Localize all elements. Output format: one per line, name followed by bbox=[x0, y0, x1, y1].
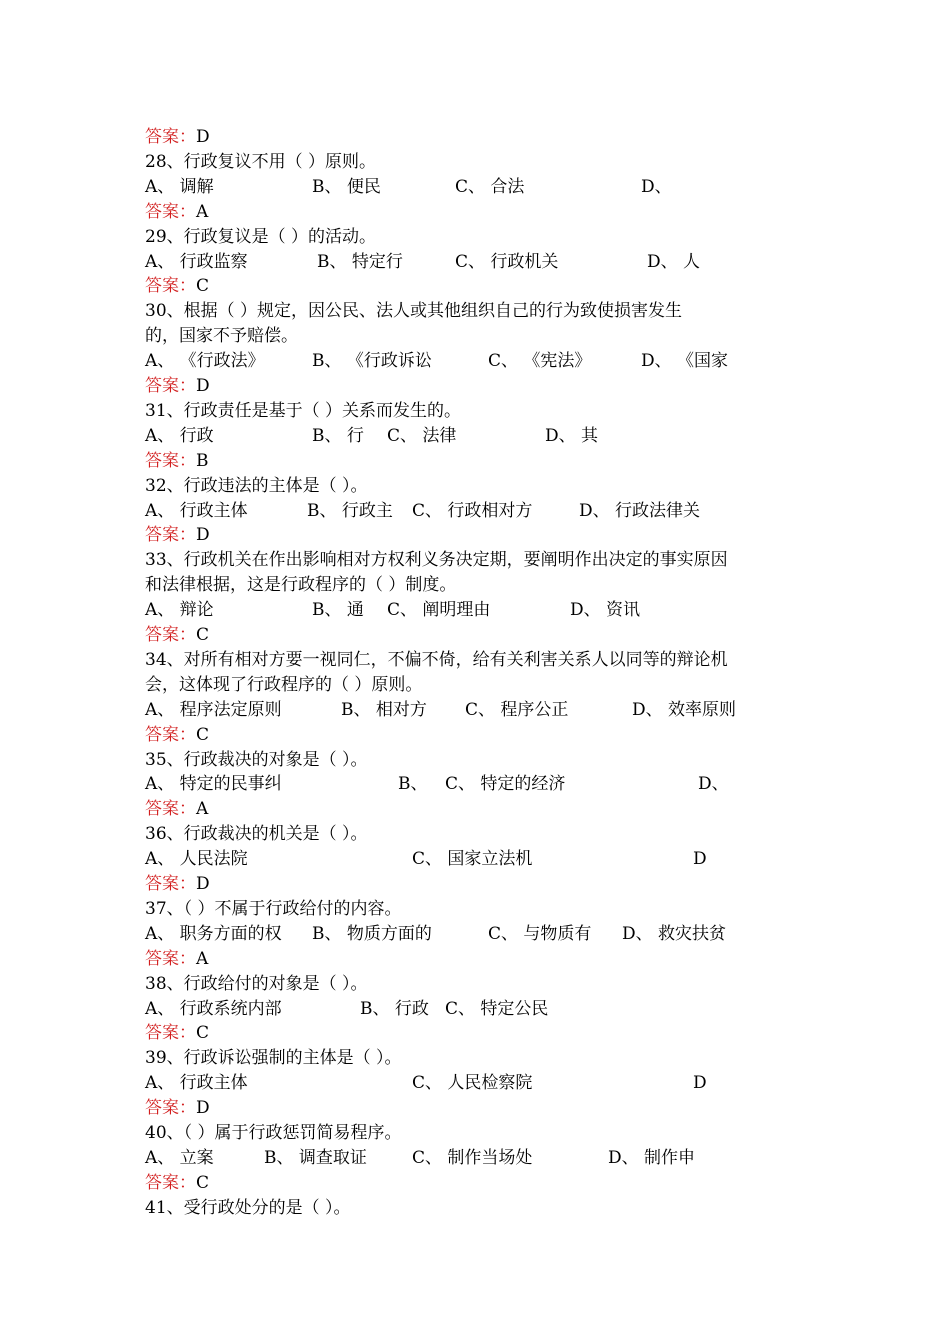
options-line bbox=[145, 176, 785, 198]
option-item: C、 特定公民 bbox=[445, 998, 549, 1019]
option-item: B、 物质方面的 bbox=[312, 923, 432, 944]
answer-label: 答案： bbox=[145, 724, 196, 745]
options-line bbox=[145, 350, 785, 372]
option-item: A、 《行政法》 bbox=[145, 351, 265, 372]
option-item: B、 行政 bbox=[360, 998, 429, 1019]
question-text: 39、行政诉讼强制的主体是（ ）。 bbox=[145, 1048, 402, 1069]
answer-label: 答案： bbox=[145, 625, 196, 645]
option-item: B、 相对方 bbox=[341, 699, 427, 720]
question-text: 34、对所有相对方要一视同仁，不偏不倚，给有关利害关系人以同等的辩论机 bbox=[145, 649, 728, 670]
answer-value: A bbox=[196, 201, 209, 222]
options-line bbox=[145, 1072, 785, 1094]
question-text: 35、行政裁决的对象是（ ）。 bbox=[145, 749, 368, 770]
answer-line bbox=[145, 524, 210, 546]
question-text: 36、行政裁决的机关是（ ）。 bbox=[145, 824, 368, 845]
option-item: A、 程序法定原则 bbox=[145, 699, 282, 720]
option-item: D、 资讯 bbox=[570, 600, 641, 621]
option-item: C、 与物质有 bbox=[488, 923, 592, 944]
options-line bbox=[145, 773, 785, 795]
option-item: C、 国家立法机 bbox=[412, 849, 533, 870]
option-item: C、 阐明理由 bbox=[387, 600, 491, 621]
answer-value: D bbox=[196, 376, 210, 396]
answer-label: 答案： bbox=[145, 874, 196, 894]
option-item: A、 行政主体 bbox=[145, 1073, 248, 1094]
question-text: 31、行政责任是基于（ ）关系而发生的。 bbox=[145, 400, 462, 421]
question-text: 会，这体现了行政程序的（ ）原则。 bbox=[145, 674, 423, 695]
answer-line bbox=[145, 201, 208, 223]
option-item: D、 其 bbox=[545, 425, 599, 446]
option-item: C、 特定的经济 bbox=[445, 774, 566, 795]
answer-label: 答案： bbox=[145, 1172, 196, 1193]
option-item: C、 合法 bbox=[455, 176, 525, 197]
options-line bbox=[145, 425, 785, 447]
option-item: C、 法律 bbox=[387, 425, 457, 446]
option-item: C、 制作当场处 bbox=[412, 1147, 533, 1168]
answer-label: 答案： bbox=[145, 127, 196, 147]
option-item: D、 行政法律关 bbox=[579, 500, 701, 521]
answer-value: C bbox=[196, 724, 210, 745]
option-item: B、 行 bbox=[312, 425, 364, 446]
options-line bbox=[145, 848, 785, 870]
answer-label: 答案： bbox=[145, 1023, 196, 1044]
answer-label: 答案： bbox=[145, 450, 196, 471]
answer-label: 答案： bbox=[145, 799, 196, 820]
answer-value: D bbox=[196, 1098, 210, 1119]
option-item: D、 bbox=[641, 176, 672, 197]
question-text: 41、受行政处分的是（ ）。 bbox=[145, 1197, 351, 1218]
option-item: B、 通 bbox=[312, 600, 364, 621]
option-item: C、 人民检察院 bbox=[412, 1073, 533, 1094]
option-item: A、 行政主体 bbox=[145, 500, 248, 521]
option-item: A、 立案 bbox=[145, 1147, 214, 1168]
question-text: 40、（ ）属于行政惩罚简易程序。 bbox=[145, 1123, 402, 1143]
option-item: D bbox=[693, 1073, 707, 1094]
question-text: 30、根据（ ）规定，因公民、法人或其他组织自己的行为致使损害发生 bbox=[145, 301, 683, 322]
option-item: B、 《行政诉讼 bbox=[312, 351, 432, 372]
options-line bbox=[145, 500, 785, 522]
answer-value: A bbox=[196, 799, 209, 820]
option-item: D、 人 bbox=[647, 251, 701, 272]
answer-value: D bbox=[196, 874, 210, 894]
options-line bbox=[145, 599, 785, 621]
answer-value: C bbox=[196, 1172, 210, 1193]
option-item: A、 人民法院 bbox=[145, 849, 248, 870]
answer-line bbox=[145, 1172, 209, 1194]
options-line bbox=[145, 998, 785, 1020]
answer-label: 答案： bbox=[145, 276, 196, 297]
question-text: 38、行政给付的对象是（ ）。 bbox=[145, 973, 368, 994]
answer-line bbox=[145, 873, 210, 895]
question-text: 28、行政复议不用（ ）原则。 bbox=[145, 151, 377, 172]
option-item: A、 职务方面的权 bbox=[145, 923, 282, 944]
answer-value: A bbox=[196, 948, 209, 969]
answer-value: C bbox=[196, 625, 210, 645]
options-line bbox=[145, 699, 785, 721]
option-item: A、 调解 bbox=[145, 176, 214, 197]
answer-line bbox=[145, 1022, 209, 1044]
answer-value: C bbox=[196, 276, 210, 297]
option-item: D、 效率原则 bbox=[632, 699, 737, 720]
option-item: A、 辩论 bbox=[145, 600, 214, 621]
answer-line bbox=[145, 1097, 210, 1119]
options-line bbox=[145, 923, 785, 945]
option-item: A、 行政监察 bbox=[145, 251, 248, 272]
question-text: 的，国家不予赔偿。 bbox=[145, 326, 298, 347]
answer-line bbox=[145, 450, 209, 472]
answer-line bbox=[145, 624, 209, 646]
answer-value: D bbox=[196, 127, 210, 147]
option-item: A、 行政 bbox=[145, 425, 214, 446]
answer-label: 答案： bbox=[145, 201, 196, 222]
options-line bbox=[145, 1147, 785, 1169]
options-line bbox=[145, 251, 785, 273]
answer-line bbox=[145, 275, 209, 297]
option-item: C、 程序公正 bbox=[465, 699, 569, 720]
option-item: B、 bbox=[398, 774, 428, 795]
answer-value: C bbox=[196, 1023, 210, 1044]
answer-line bbox=[145, 724, 209, 746]
option-item: C、 行政相对方 bbox=[412, 500, 533, 521]
answer-label: 答案： bbox=[145, 948, 196, 969]
option-item: B、 行政主 bbox=[307, 500, 393, 521]
option-item: C、 行政机关 bbox=[455, 251, 559, 272]
option-item: D、 制作申 bbox=[608, 1147, 696, 1168]
answer-value: B bbox=[196, 450, 209, 471]
answer-label: 答案： bbox=[145, 1098, 196, 1119]
answer-line bbox=[145, 798, 208, 820]
answer-line bbox=[145, 948, 208, 970]
option-item: D、 《国家 bbox=[641, 351, 729, 372]
option-item: A、 行政系统内部 bbox=[145, 998, 282, 1019]
answer-line bbox=[145, 126, 210, 148]
answer-label: 答案： bbox=[145, 525, 196, 546]
option-item: D、 bbox=[698, 774, 729, 795]
question-text: 29、行政复议是（ ）的活动。 bbox=[145, 226, 377, 247]
question-text: 33、行政机关在作出影响相对方权利义务决定期，要阐明作出决定的事实原因 bbox=[145, 550, 728, 571]
question-text: 和法律根据，这是行政程序的（ ）制度。 bbox=[145, 575, 457, 596]
question-text: 32、行政违法的主体是（ ）。 bbox=[145, 475, 368, 496]
option-item: D、 救灾扶贫 bbox=[622, 923, 727, 944]
option-item: B、 调查取证 bbox=[264, 1147, 367, 1168]
option-item: B、 便民 bbox=[312, 176, 381, 197]
option-item: C、 《宪法》 bbox=[488, 351, 592, 372]
option-item: A、 特定的民事纠 bbox=[145, 774, 282, 795]
option-item: B、 特定行 bbox=[317, 251, 403, 272]
answer-label: 答案： bbox=[145, 376, 196, 396]
answer-value: D bbox=[196, 525, 210, 546]
answer-line bbox=[145, 375, 210, 397]
question-text: 37、（ ）不属于行政给付的内容。 bbox=[145, 898, 402, 919]
option-item: D bbox=[693, 849, 707, 870]
